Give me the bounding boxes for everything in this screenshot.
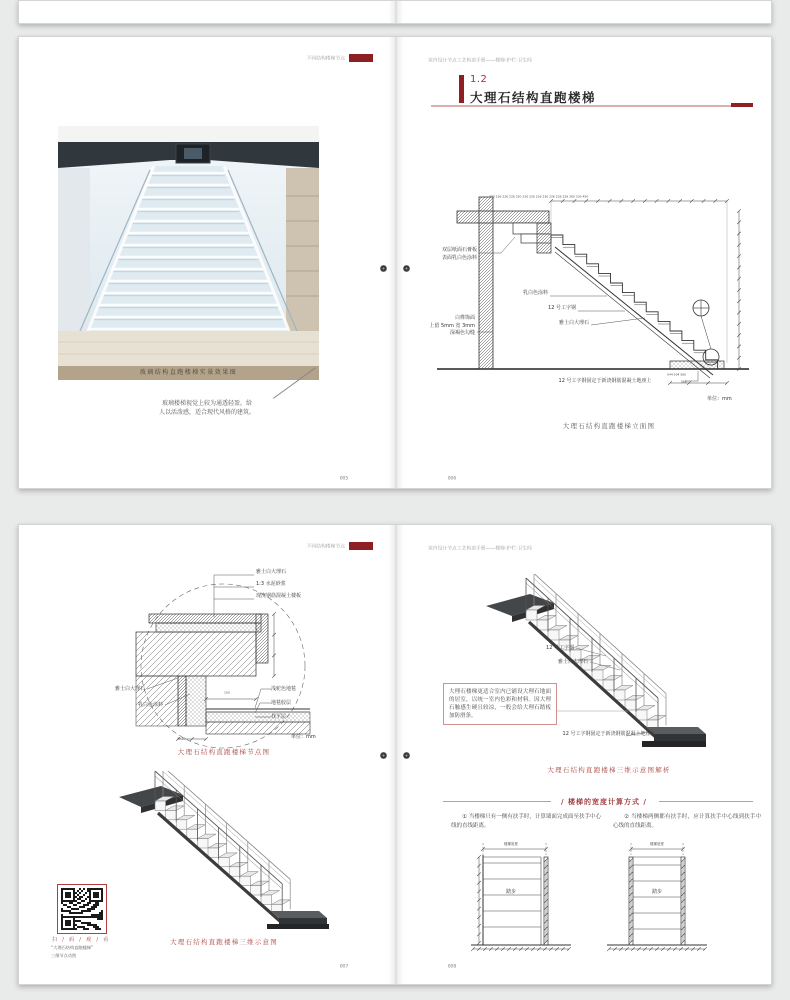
iso-note-box: 大理石楼梯更适合室内已铺设大理石地面的居室，以统一室内色彩和材料。因大理石触感生硬且较凉，一般会给大理石踏板加防滑条。 [443, 683, 557, 725]
elevation-bottom-total: 568 [681, 380, 687, 384]
stair-profile [551, 235, 718, 369]
page-number-008: 008 [447, 963, 457, 970]
gutter-ornament-icon [403, 752, 410, 759]
elevation-label-marble: 雅士白大理石 [558, 320, 589, 326]
section-red-bar [459, 75, 464, 103]
photo-annotation-line1: 玻璃楼梯视觉上较为通透轻盈，给 [161, 400, 252, 407]
chapter-header: 不同结构楼梯节点 [306, 55, 345, 62]
width-title-rule-left [443, 801, 551, 802]
top-dimension-chain [549, 199, 729, 203]
spread-gutter [388, 525, 404, 984]
ground-hatch [607, 947, 707, 951]
spread-2 [18, 524, 772, 985]
gutter-ornament-icon [403, 265, 410, 272]
photo-annotation-line2: 人以活泼感，适合现代风格的建筑。 [158, 409, 255, 416]
detail-label-slab: 现浇钢筋混凝土楼板 [256, 593, 302, 599]
qr-caption-line1: “大理石结构直跑楼梯” [51, 945, 94, 951]
elevation-bottom-dims: 544 504 560 [667, 373, 687, 377]
elevation-label-ibeam: 12 号工字钢 [548, 305, 576, 311]
elevation-label-fix: 12 号工字钢固定于新浇钢筋混凝土地座上 [558, 378, 652, 384]
detail-label-glue: 地毯胶层 [271, 700, 292, 706]
chapter-header-red-chip [349, 542, 373, 550]
right-dimension-chain [737, 209, 741, 371]
detail-label-carpet: 浅驼色地毯 [271, 686, 297, 692]
elevation-unit: 单位：mm [707, 396, 732, 402]
detail-label-paint: 乳白色涂料 [137, 702, 163, 708]
elevation-label-gypsum: 双层纸面石膏板 表面乳白色涂料 [441, 247, 477, 261]
width-label-1: 楼梯宽度 [503, 842, 518, 847]
glass-staircase-photo [58, 126, 319, 366]
photo-caption-bar: 玻璃结构直跑楼梯实景效果图 [58, 366, 319, 380]
detail-node-drawing [114, 559, 334, 754]
page-number-006: 006 [447, 475, 457, 482]
qr-code [57, 884, 107, 934]
section-title: 大理石结构直跑楼梯 [470, 90, 597, 105]
iso-label-fix: 12 号工字钢固定于新浇钢筋混凝土地座上 [562, 731, 656, 737]
elevation-label-finish: 白桦饰面 上留 5mm 宽 3mm 深褐色勾缝 [429, 315, 475, 337]
chapter-header: 不同结构楼梯节点 [306, 543, 345, 550]
qr-caption-line2: 三维节点动图 [51, 953, 77, 959]
page-number-007: 007 [339, 963, 349, 970]
section-rule [431, 105, 753, 107]
elevation-caption: 大理石结构直跑楼梯立面图 [562, 422, 656, 430]
detail-label-marble-left: 雅士白大理石 [114, 686, 145, 692]
qr-scan-label: 扫 / 码 / 观 / 看 [52, 937, 110, 943]
spread-previous-partial [18, 0, 772, 24]
iso-left-caption: 大理石结构直跑楼梯三维示意图 [170, 938, 278, 946]
detail-caption: 大理石结构直跑楼梯节点图 [177, 748, 271, 756]
ground-hatch [471, 947, 571, 951]
iso-right-caption: 大理石结构直跑楼梯三维示意图解析 [547, 766, 671, 774]
page-number-005: 005 [339, 475, 349, 482]
iso-label-marble: 雅士白大理石 [557, 659, 588, 665]
detail-dim-150 [204, 697, 258, 701]
gutter-ornament-icon [380, 265, 387, 272]
width-item-2: ② 当楼梯两侧都有扶手时，应计算扶手中心线到扶手中心线的直线距离。 [613, 814, 761, 829]
iso-steps [155, 771, 290, 926]
section-number: 1.2 [470, 74, 488, 85]
spread-gutter [388, 1, 404, 23]
spread-gutter [388, 37, 404, 488]
section-rule-end [731, 103, 753, 107]
book-header: 室内设计节点工艺构造手册——楼梯·护栏·卫生间 [428, 57, 532, 64]
step-label-2: 踏步 [651, 889, 662, 895]
iso-label-ibeam: 12 号工字钢 [546, 645, 574, 651]
chapter-header-red-chip [349, 54, 373, 62]
book-header: 室内设计节点工艺构造手册——楼梯·护栏·卫生间 [428, 545, 532, 552]
elevation-top-dims: 270 226 226 226 220 230 226 226 230 226 226 226 260 230 450 [489, 195, 589, 199]
gutter-ornament-icon [380, 752, 387, 759]
width-dim-line [481, 847, 548, 851]
elevation-label-paint: 乳白色涂料 [522, 290, 548, 296]
detail-label-marble-top: 雅士白大理石 [256, 569, 287, 575]
width-diagram-one-handrail [471, 841, 571, 963]
photo-annotation [119, 399, 295, 417]
detail-dim-30-20-text: 30 20 [177, 737, 186, 741]
detail-dim-150-text: 150 [224, 691, 230, 695]
detail-dim-right [272, 612, 276, 678]
detail-unit: 单位：mm [291, 734, 316, 740]
spread-1 [18, 36, 772, 489]
width-dim-line [629, 847, 685, 851]
detail-label-leveling: 找平层 [271, 714, 287, 720]
width-title-rule-right [659, 801, 753, 802]
step-label-1: 踏步 [505, 889, 516, 895]
width-label-2: 楼梯宽度 [649, 842, 664, 847]
detail-label-mortar: 1:3 水泥砂浆 [256, 581, 286, 587]
qr-code-pattern [60, 887, 104, 931]
iso-staircase-left [111, 771, 329, 933]
width-section-title: / 楼梯的宽度计算方式 / [561, 798, 647, 806]
wall-hatch [477, 855, 481, 945]
width-diagram-two-handrails [607, 841, 707, 963]
width-item-1: ① 当楼梯只有一侧有扶手时，计算墙面完成面至扶手中心线的直线距离。 [451, 814, 601, 829]
